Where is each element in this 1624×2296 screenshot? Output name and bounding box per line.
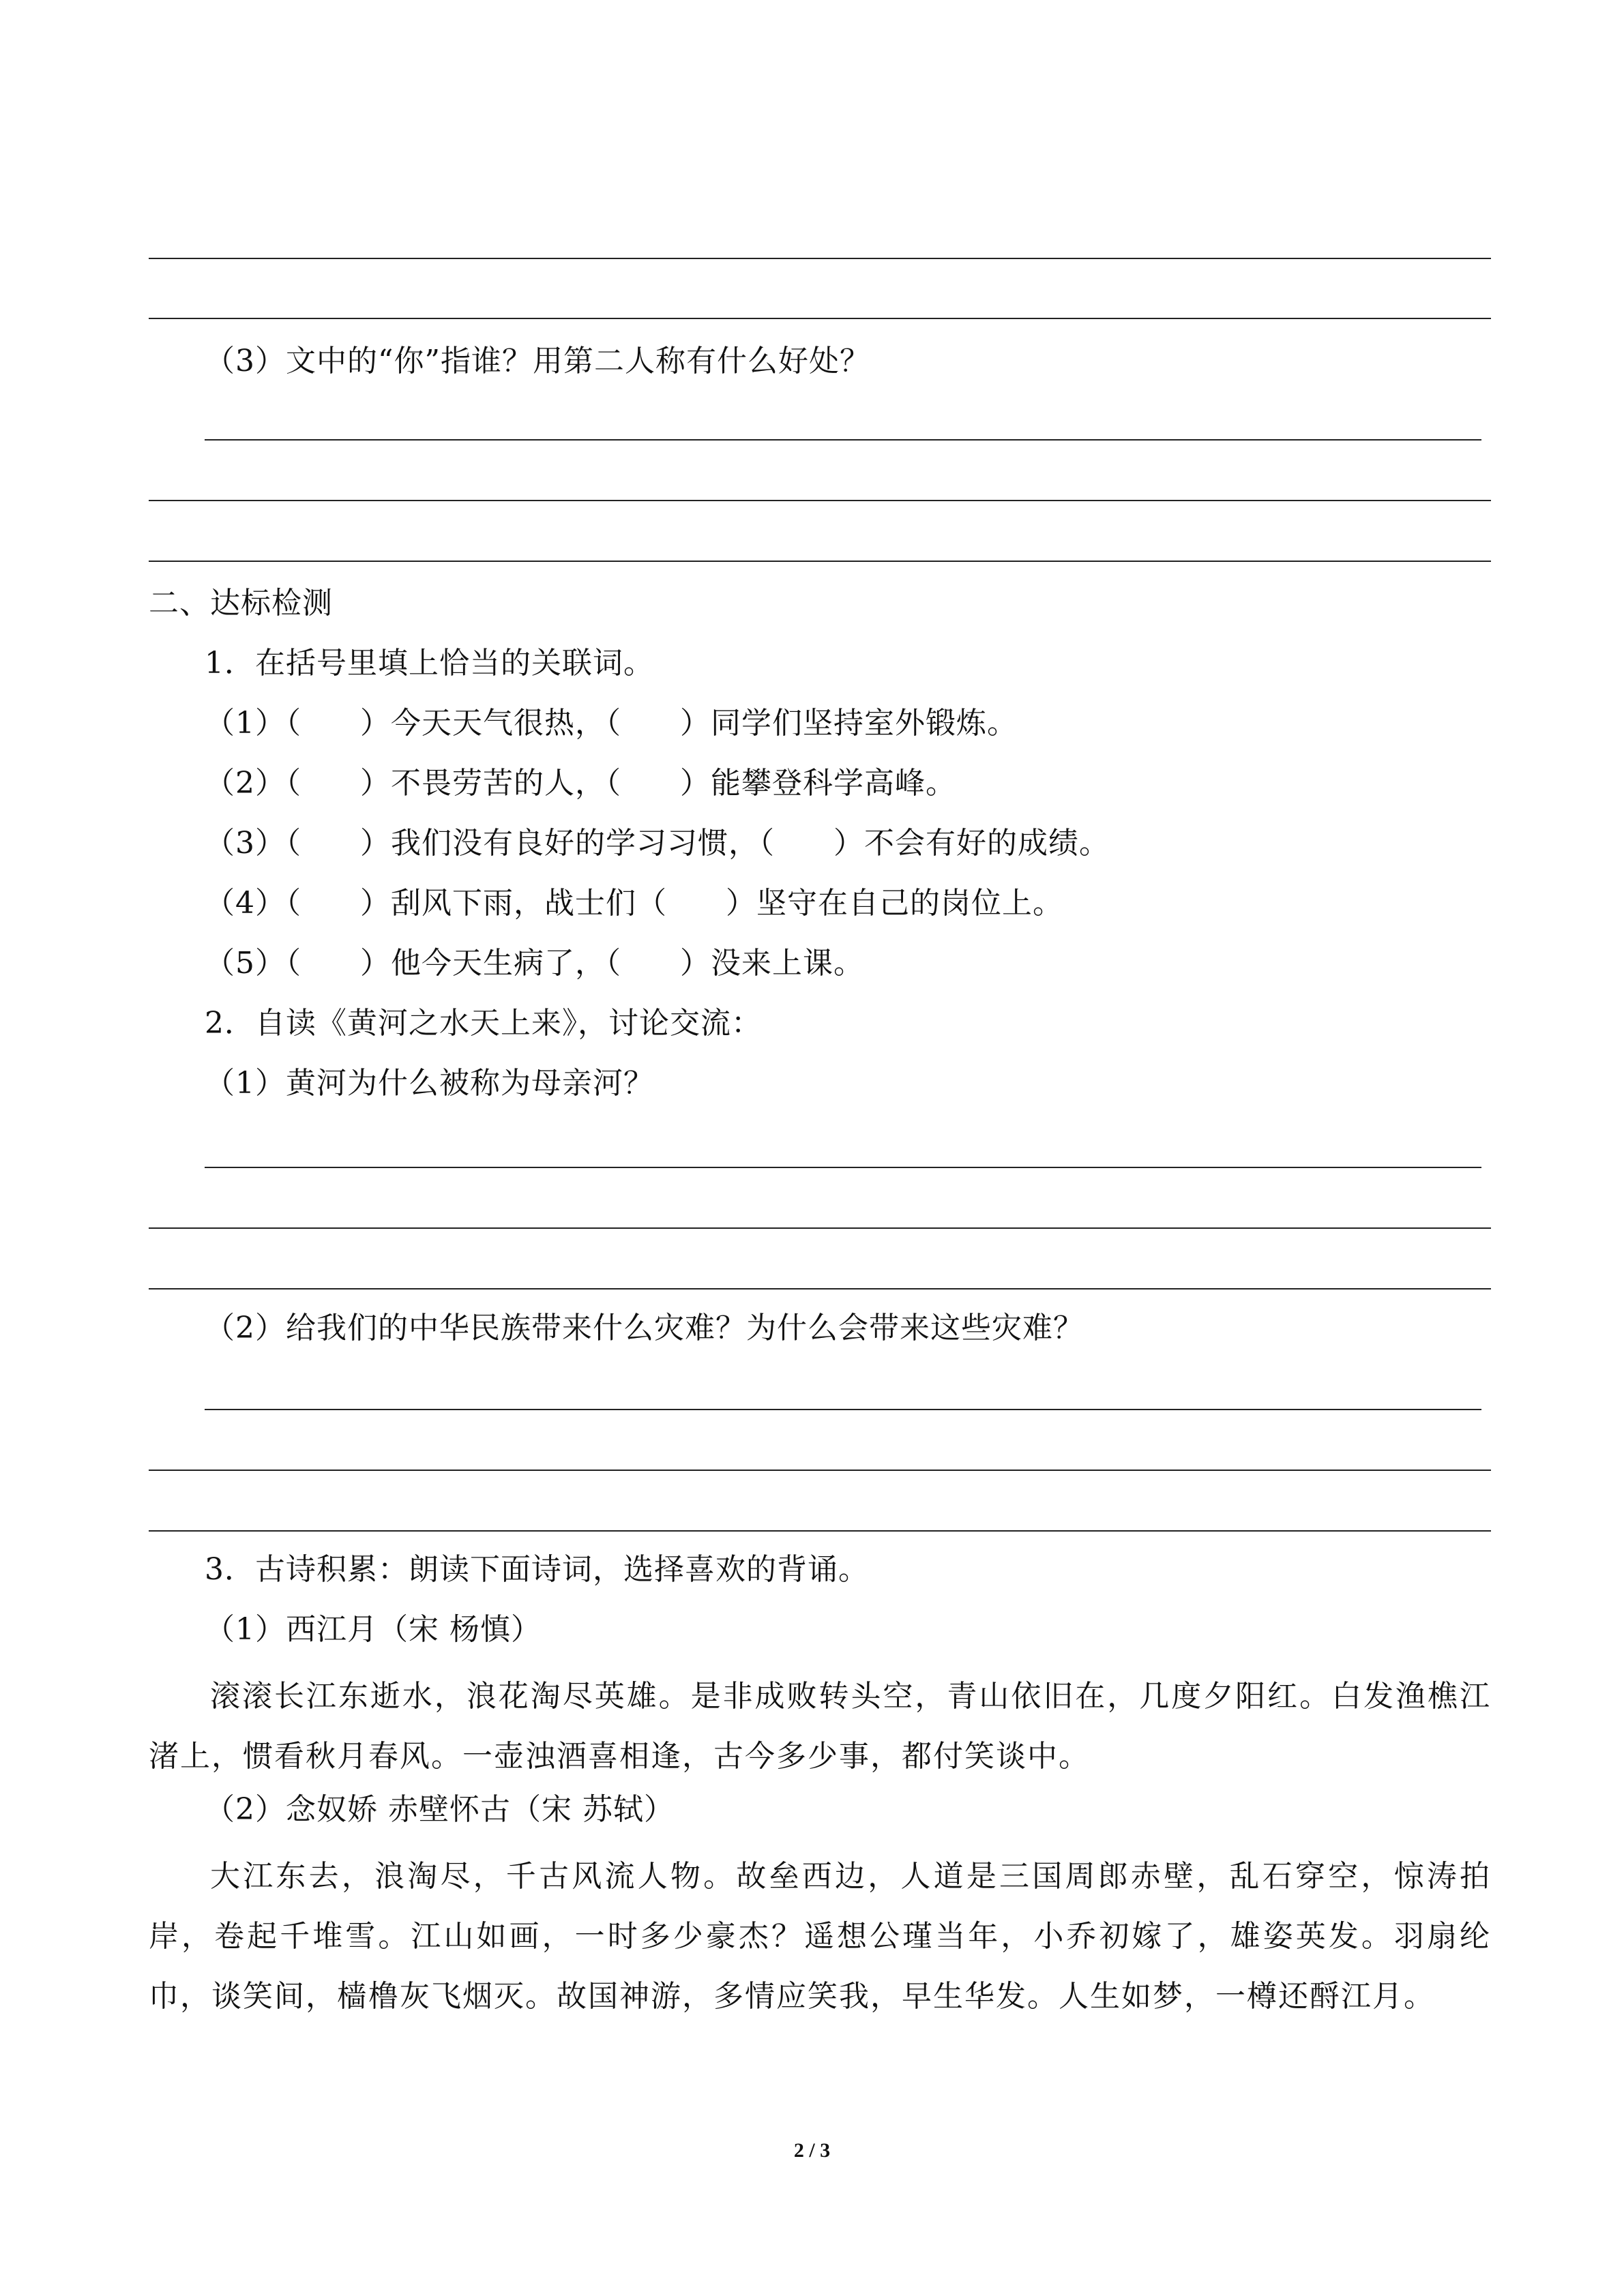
answer-line[interactable] [149, 1470, 1491, 1471]
answer-line[interactable] [149, 1288, 1491, 1289]
fill-blank-item: （1）（ ）今天天气很热，（ ）同学们坚持室外锻炼。 [205, 706, 1018, 741]
poem-1-title: （1）西江月（宋 杨慎） [205, 1612, 542, 1647]
task-2-question-1: （1）黄河为什么被称为母亲河？ [205, 1066, 654, 1101]
task-2-title: 2．自读《黄河之水天上来》，讨论交流： [205, 1006, 762, 1041]
fill-blank-item: （3）（ ）我们没有良好的学习习惯，（ ）不会有好的成绩。 [205, 826, 1110, 861]
answer-line[interactable] [205, 1409, 1481, 1410]
answer-line[interactable] [149, 1530, 1491, 1532]
task-2-question-2: （2）给我们的中华民族带来什么灾难？为什么会带来这些灾难？ [205, 1311, 1084, 1345]
task-1-title: 1．在括号里填上恰当的关联词。 [205, 646, 654, 681]
fill-blank-item: （5）（ ）他今天生病了，（ ）没来上课。 [205, 946, 864, 981]
answer-line[interactable] [149, 561, 1491, 562]
poem-2-text: 大江东去，浪淘尽，千古风流人物。故垒西边，人道是三国周郎赤壁，乱石穿空，惊涛拍岸，卷起千堆雪。江山如画，一时多少豪杰？遥想公瑾当年，小乔初嫁了，雄姿英发。羽扇纶巾，谈笑间，樯橹灰飞烟灭。故国神游，多情应笑我，早生华发。人生如梦，一樽还酹江月。 [149, 1859, 1491, 2014]
section-title: 二、达标检测 [149, 586, 333, 621]
answer-line[interactable] [149, 318, 1491, 319]
page-number: 2 / 3 [793, 2139, 831, 2162]
task-3-title: 3．古诗积累：朗读下面诗词，选择喜欢的背诵。 [205, 1552, 869, 1587]
fill-blank-item: （4）（ ）刮风下雨，战士们（ ）坚守在自己的岗位上。 [205, 886, 1063, 921]
answer-line[interactable] [205, 439, 1481, 441]
answer-line[interactable] [205, 1167, 1481, 1168]
answer-line[interactable] [149, 500, 1491, 501]
poem-2-title: （2）念奴娇 赤壁怀古（宋 苏轼） [205, 1792, 675, 1827]
answer-line[interactable] [149, 1227, 1491, 1229]
poem-1-text: 滚滚长江东逝水，浪花淘尽英雄。是非成败转头空，青山依旧在，几度夕阳红。白发渔樵江渚上，惯看秋月春风。一壶浊酒喜相逢，古今多少事，都付笑谈中。 [149, 1679, 1491, 1774]
fill-blank-item: （2）（ ）不畏劳苦的人，（ ）能攀登科学高峰。 [205, 766, 956, 801]
question-3-prompt: （3）文中的“你”指谁？用第二人称有什么好处？ [205, 344, 870, 378]
answer-line[interactable] [149, 258, 1491, 259]
